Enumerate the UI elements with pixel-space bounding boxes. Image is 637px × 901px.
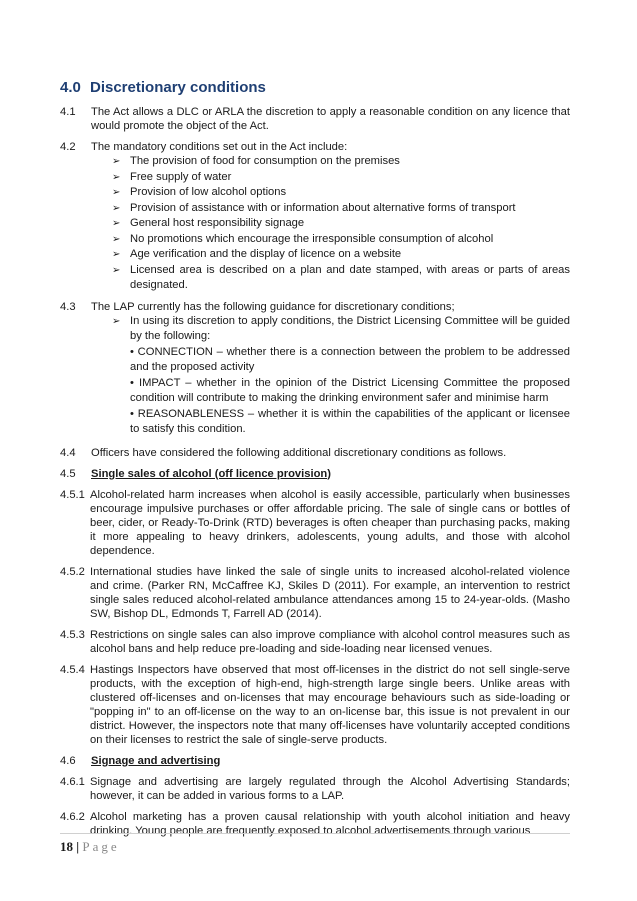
arrow-bullet-icon: ➢	[112, 156, 121, 167]
paragraph-number: 4.4	[60, 446, 76, 459]
paragraph-number: 4.6.1	[60, 775, 85, 788]
arrow-bullet-icon: ➢	[112, 187, 121, 198]
paragraph-text: International studies have linked the sale of single units to increased alcohol-related violence and crime. (Parker RN, McCaffree KJ, Skiles D (2011). For example, an intervention to restrict single sales reduced alcohol-related ambulance attendances among 15 to 24-year-olds. (Masho SW, Bishop DL, Edmonds T, Farrell AD (2014).	[90, 565, 570, 620]
lap-guidance-block	[112, 314, 570, 438]
arrow-bullet-icon: ➢	[112, 202, 121, 214]
paragraph-number: 4.5.3	[60, 628, 85, 641]
paragraph-text: Alcohol marketing has a proven causal relationship with youth alcohol initiation and heavy drinking. Young people are frequently exposed to alcohol advertisements through various	[90, 810, 570, 837]
paragraph-number: 4.5.1	[60, 488, 85, 501]
paragraph-text: Hastings Inspectors have observed that most off-licenses in the district do not sell single-serve products, with the exception of high-end, high-strength large single beers. Unlike areas with clustered off-licenses and on-licenses that may encourage behaviours such as side-loading or "popping in" to an off-license on the way to an on-license bar, this issue is not prevalent in our district. However, the inspectors note that many off-licenses have voluntarily accepted conditions on their licenses to restrict the sale of single-serve products.	[90, 663, 570, 746]
footer-separator: |	[76, 839, 80, 854]
section-number: 4.0	[60, 79, 81, 96]
paragraph-number: 4.6	[60, 754, 76, 767]
paragraph-4-3	[60, 300, 570, 314]
page-number-line	[60, 839, 570, 855]
paragraph-text: Alcohol-related harm increases when alcohol is easily accessible, particularly when businesses encourage impulsive purchases or offer affordable pricing. The sale of single cans or bottles of beer, cider, or Ready-To-Drink (RTD) beverages is often cheaper than purchasing packs, making it more appealing to heavy drinkers, adolescents, young adults, and those with alcohol dependence.	[90, 488, 570, 557]
paragraph-number: 4.2	[60, 141, 76, 153]
arrow-bullet-icon: ➢	[112, 171, 121, 183]
paragraph-text: Officers have considered the following additional discretionary conditions as follows.	[91, 446, 507, 459]
paragraph-4-5-2	[60, 565, 570, 621]
list-item: ➢ Provision of assistance with or information about alternative forms of transport	[112, 201, 570, 217]
paragraph-number: 4.5	[60, 467, 76, 480]
subsection-heading: Signage and advertising	[91, 754, 221, 767]
paragraph-number: 4.3	[60, 300, 76, 313]
paragraph-4-5	[60, 467, 570, 481]
paragraph-number: 4.5.2	[60, 565, 85, 578]
paragraph-text: The LAP currently has the following guidance for discretionary conditions;	[91, 300, 455, 313]
paragraph-4-5-4	[60, 663, 570, 747]
list-item: ➢ General host responsibility signage	[112, 216, 570, 232]
paragraph-number: 4.5.4	[60, 663, 85, 676]
impact-criterion: • IMPACT – whether in the opinion of the District Licensing Committee the proposed condition will contribute to making the drinking environment safer and minimise harm	[130, 376, 570, 404]
paragraph-4-1	[60, 105, 570, 133]
document-page	[60, 78, 570, 838]
connection-criterion: • CONNECTION – whether there is a connection between the problem to be addressed and the proposed activity	[130, 345, 570, 373]
page-footer	[60, 833, 570, 855]
list-item: ➢ Provision of low alcohol options	[112, 185, 570, 201]
reasonableness-criterion: • REASONABLENESS – whether it is within the capabilities of the applicant or licensee to satisfy this condition.	[130, 407, 570, 435]
mandatory-conditions-list	[112, 154, 570, 294]
list-item: ➢ In using its discretion to apply conditions, the District Licensing Committee will be guided by the following:	[112, 314, 570, 345]
page-number: 18	[60, 839, 73, 854]
arrow-bullet-icon: ➢	[112, 315, 121, 327]
arrow-bullet-icon: ➢	[112, 233, 121, 245]
paragraph-number: 4.6.2	[60, 810, 85, 823]
paragraph-4-6-1	[60, 775, 570, 803]
list-item: ➢ Free supply of water	[112, 170, 570, 186]
list-item: ➢ Licensed area is described on a plan and date stamped, with areas or parts of areas designated.	[112, 263, 570, 294]
paragraph-text: The mandatory conditions set out in the Act include:	[91, 141, 348, 153]
list-item: ➢ Age verification and the display of licence on a website	[112, 247, 570, 263]
paragraph-text: The Act allows a DLC or ARLA the discretion to apply a reasonable condition on any licence that would promote the object of the Act.	[91, 106, 570, 132]
paragraph-4-2	[60, 140, 570, 154]
paragraph-text: Restrictions on single sales can also improve compliance with alcohol control measures such as alcohol bans and help reduce pre-loading and side-loading near licensed venues.	[90, 628, 570, 655]
list-item: ➢ The provision of food for consumption on the premises	[112, 154, 570, 170]
arrow-bullet-icon: ➢	[112, 218, 121, 229]
paragraph-4-5-3	[60, 628, 570, 656]
paragraph-number: 4.1	[60, 106, 76, 118]
arrow-bullet-icon: ➢	[112, 249, 121, 260]
list-item: ➢ No promotions which encourage the irresponsible consumption of alcohol	[112, 232, 570, 248]
paragraph-4-5-1	[60, 488, 570, 558]
page-label: Page	[82, 839, 120, 854]
paragraph-text: Signage and advertising are largely regulated through the Alcohol Advertising Standards; however, it can be added in various forms to a LAP.	[90, 775, 570, 802]
section-title: Discretionary conditions	[90, 79, 266, 96]
section-heading	[60, 78, 570, 98]
arrow-bullet-icon: ➢	[112, 264, 121, 276]
subsection-heading: Single sales of alcohol (off licence provision)	[91, 467, 331, 480]
paragraph-4-4	[60, 446, 570, 460]
paragraph-4-6	[60, 754, 570, 768]
